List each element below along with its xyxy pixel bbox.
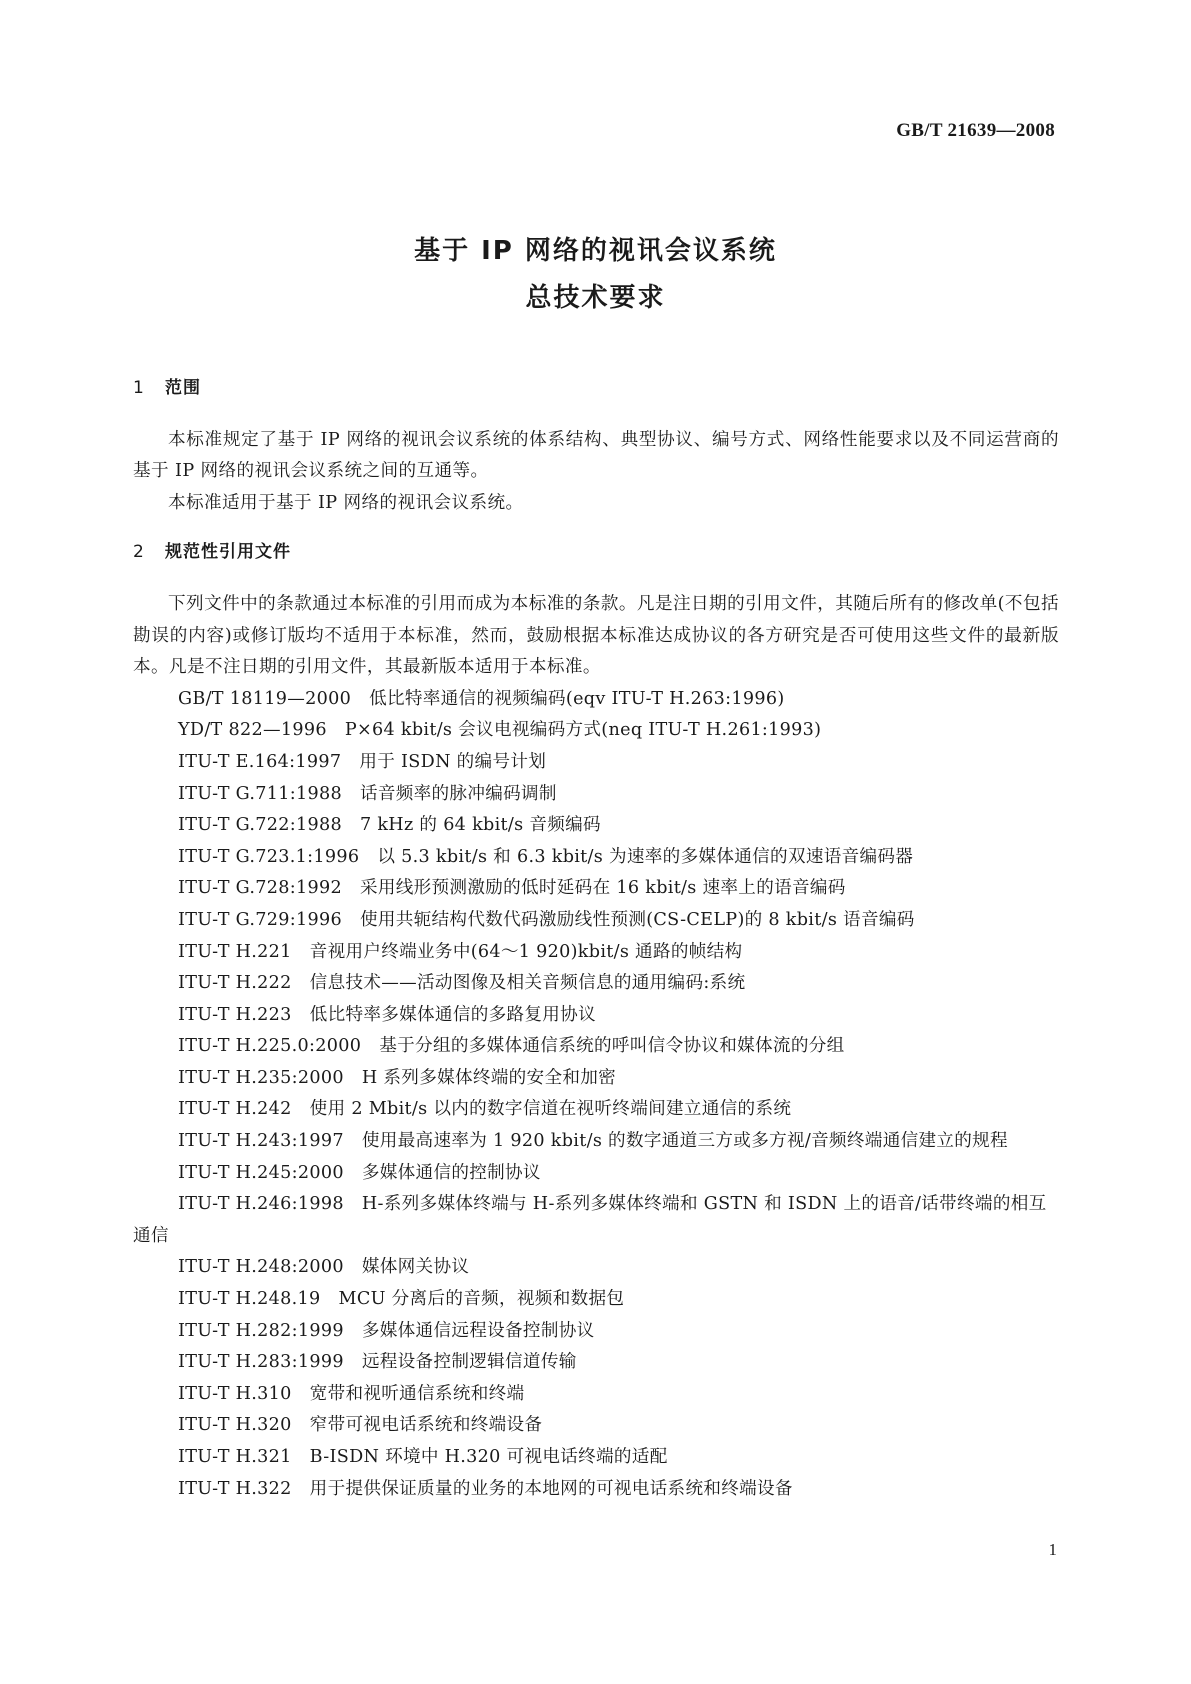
section-number: 2: [133, 542, 145, 563]
reference-item: [133, 1252, 1059, 1284]
reference-code: ITU-T H.248:2000: [178, 1257, 344, 1278]
document-title: [0, 228, 1191, 322]
reference-code: ITU-T H.246:1998: [178, 1194, 344, 1215]
reference-code: ITU-T H.235:2000: [178, 1067, 344, 1088]
title-line-2: 总技术要求: [525, 283, 666, 313]
reference-title: 窄带可视电话系统和终端设备: [309, 1415, 543, 1436]
section-1-heading: [133, 373, 1059, 405]
reference-title: 宽带和视听通信系统和终端: [309, 1383, 525, 1404]
reference-code: ITU-T G.711:1988: [178, 783, 342, 804]
reference-code: ITU-T H.320: [178, 1415, 292, 1436]
reference-item: [133, 1158, 1059, 1190]
reference-title: 远程设备控制逻辑信道传输: [361, 1352, 577, 1373]
reference-item: [133, 1284, 1059, 1316]
reference-title: 多媒体通信的控制协议: [361, 1162, 541, 1183]
reference-title: 多媒体通信远程设备控制协议: [361, 1320, 595, 1341]
reference-code: ITU-T G.723.1:1996: [178, 846, 360, 867]
reference-code: ITU-T H.242: [178, 1099, 292, 1120]
reference-item: [133, 747, 1059, 779]
reference-item: [133, 1442, 1059, 1474]
reference-title: 话音频率的脉冲编码调制: [359, 783, 557, 804]
reference-code: ITU-T G.729:1996: [178, 909, 342, 930]
reference-title: 使用 2 Mbit/s 以内的数字信道在视听终端间建立通信的系统: [309, 1099, 792, 1120]
reference-code: ITU-T H.221: [178, 941, 292, 962]
reference-title: 7 kHz 的 64 kbit/s 音频编码: [359, 815, 601, 836]
reference-title: B-ISDN 环境中 H.320 可视电话终端的适配: [309, 1447, 668, 1467]
reference-code: ITU-T H.245:2000: [178, 1162, 344, 1183]
reference-item: [133, 842, 1059, 874]
reference-title: 用于提供保证质量的业务的本地网的可视电话系统和终端设备: [309, 1478, 793, 1499]
reference-title: 低比特率通信的视频编码(eqv ITU-T H.263:1996): [369, 688, 785, 709]
section-1-paragraph: 本标准适用于基于 IP 网络的视讯会议系统。: [168, 492, 524, 513]
section-title: 范围: [165, 378, 201, 398]
document-body: [133, 373, 1059, 1505]
section-number: 1: [133, 378, 145, 398]
reference-list: [133, 684, 1059, 1505]
reference-code: ITU-T H.223: [178, 1004, 292, 1025]
section-title: 规范性引用文件: [165, 542, 291, 563]
reference-item: [133, 1031, 1059, 1063]
reference-code: ITU-T H.321: [178, 1447, 292, 1467]
reference-title: 以 5.3 kbit/s 和 6.3 kbit/s 为速率的多媒体通信的双速语音编码器: [377, 846, 914, 867]
reference-title: 基于分组的多媒体通信系统的呼叫信令协议和媒体流的分组: [379, 1036, 845, 1057]
reference-item: [133, 1094, 1059, 1126]
reference-item: [133, 1410, 1059, 1442]
reference-code: ITU-T H.222: [178, 973, 292, 994]
reference-title: H-系列多媒体终端与 H-系列多媒体终端和 GSTN 和 ISDN 上的语音/话带终端的相互通信: [133, 1194, 1047, 1246]
reference-code: ITU-T H.310: [178, 1383, 292, 1404]
reference-code: ITU-T H.243:1997: [178, 1131, 344, 1152]
reference-title: 使用最高速率为 1 920 kbit/s 的数字通道三方或多方视/音频终端通信建立的规程: [361, 1131, 1008, 1152]
section-1-paragraph: 本标准规定了基于 IP 网络的视讯会议系统的体系结构、典型协议、编号方式、网络性能要求以及不同运营商的基于 IP 网络的视讯会议系统之间的互通等。: [133, 429, 1059, 482]
reference-item: [133, 1379, 1059, 1411]
reference-title: MCU 分离后的音频，视频和数据包: [338, 1289, 625, 1310]
reference-title: 采用线形预测激励的低时延码在 16 kbit/s 速率上的语音编码: [359, 878, 846, 899]
reference-code: ITU-T G.728:1992: [178, 878, 342, 899]
reference-item: [133, 1347, 1059, 1379]
reference-code: ITU-T H.248.19: [178, 1289, 321, 1310]
reference-title: 音视用户终端业务中(64～1 920)kbit/s 通路的帧结构: [309, 941, 743, 962]
section-2-intro: 下列文件中的条款通过本标准的引用而成为本标准的条款。凡是注日期的引用文件，其随后所有的修改单(不包括勘误的内容)或修订版均不适用于本标准，然而，鼓励根据本标准达成协议的各方研究是否可使用这些文件的最新版本。凡是不注日期的引用文件，其最新版本适用于本标准。: [133, 593, 1059, 678]
reference-item: [133, 1474, 1059, 1506]
reference-item: [133, 937, 1059, 969]
reference-item: [133, 779, 1059, 811]
reference-code: ITU-T E.164:1997: [178, 751, 342, 772]
reference-item: [133, 968, 1059, 1000]
reference-code: ITU-T H.225.0:2000: [178, 1036, 362, 1057]
reference-title: 媒体网关协议: [361, 1257, 470, 1278]
standard-number: GB/T 21639—2008: [896, 120, 1055, 141]
page-number: 1: [1048, 1540, 1057, 1559]
reference-item: [133, 1063, 1059, 1095]
reference-title: 使用共轭结构代数代码激励线性预测(CS-CELP)的 8 kbit/s 语音编码: [359, 909, 915, 930]
title-line-1: 基于 IP 网络的视讯会议系统: [414, 236, 777, 266]
reference-code: ITU-T H.322: [178, 1478, 292, 1499]
reference-item: [133, 810, 1059, 842]
reference-title: 低比特率多媒体通信的多路复用协议: [309, 1004, 596, 1025]
reference-item: [133, 1189, 1059, 1252]
reference-item: [133, 1126, 1059, 1158]
reference-code: ITU-T H.282:1999: [178, 1320, 344, 1341]
reference-item: [133, 684, 1059, 716]
reference-code: YD/T 822—1996: [178, 720, 327, 741]
reference-code: GB/T 18119—2000: [178, 688, 352, 709]
reference-item: [133, 1316, 1059, 1348]
reference-title: 用于 ISDN 的编号计划: [359, 751, 547, 772]
reference-title: 信息技术——活动图像及相关音频信息的通用编码:系统: [309, 973, 746, 994]
reference-item: [133, 1000, 1059, 1032]
reference-code: ITU-T G.722:1988: [178, 815, 342, 836]
reference-title: H 系列多媒体终端的安全和加密: [361, 1067, 617, 1088]
reference-item: [133, 905, 1059, 937]
reference-code: ITU-T H.283:1999: [178, 1352, 344, 1373]
reference-title: P×64 kbit/s 会议电视编码方式(neq ITU-T H.261:1993): [344, 720, 822, 741]
reference-item: [133, 873, 1059, 905]
reference-item: [133, 715, 1059, 747]
section-2-heading: [133, 537, 1059, 569]
